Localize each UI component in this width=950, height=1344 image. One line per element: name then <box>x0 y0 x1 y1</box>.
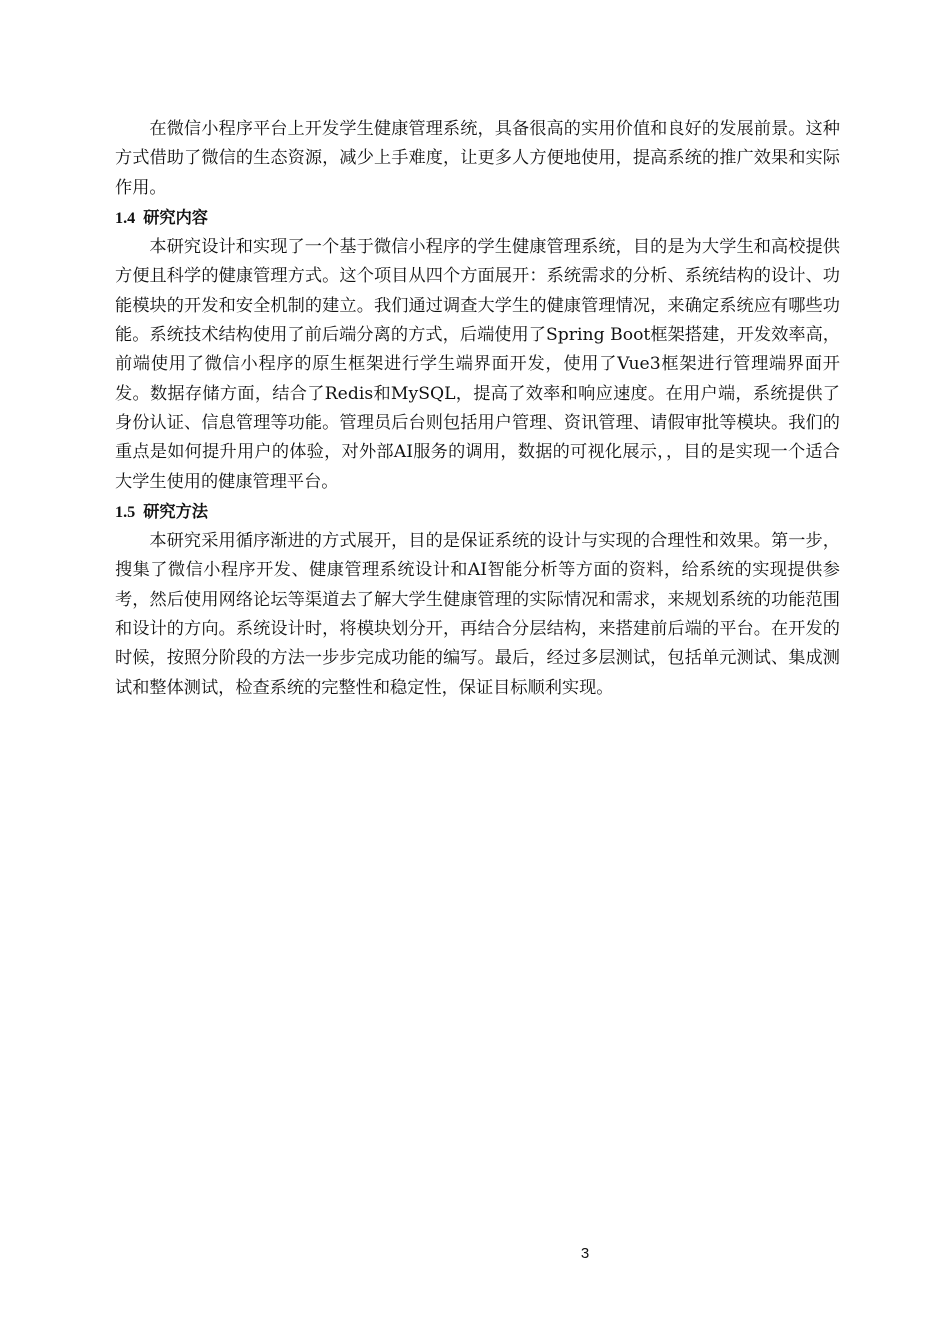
research-content-paragraph: 本研究设计和实现了一个基于微信小程序的学生健康管理系统，目的是为大学生和高校提供方便且科学的健康管理方式。这个项目从四个方面展开：系统需求的分析、系统结构的设计、功能模块的开发和安全机制的建立。我们通过调查大学生的健康管理情况，来确定系统应有哪些功能。系统技术结构使用了前后端分离的方式，后端使用了Spring Boot框架搭建，开发效率高，前端使用了微信小程序的原生框架进行学生端界面开发，使用了Vue3框架进行管理端界面开发。数据存储方面，结合了Redis和MySQL，提高了效率和响应速度。在用户端，系统提供了身份认证、信息管理等功能。管理员后台则包括用户管理、资讯管理、请假审批等模块。我们的重点是如何提升用户的体验，对外部AI服务的调用，数据的可视化展示，，目的是实现一个适合大学生使用的健康管理平台。 <box>115 237 840 492</box>
section-heading-1-4 <box>115 203 840 233</box>
page-number: 3 <box>580 1245 590 1262</box>
section-title-1-4: 研究内容 <box>143 207 208 227</box>
page-content <box>115 115 840 703</box>
section-number-1-5: 1.5 <box>115 502 136 521</box>
section-number-1-4: 1.4 <box>115 208 136 227</box>
section-heading-1-5 <box>115 497 840 527</box>
intro-paragraph: 在微信小程序平台上开发学生健康管理系统，具备很高的实用价值和良好的发展前景。这种方式借助了微信的生态资源，减少上手难度，让更多人方便地使用，提高系统的推广效果和实际作用。 <box>115 119 840 198</box>
section-title-1-5: 研究方法 <box>143 501 208 521</box>
research-method-paragraph: 本研究采用循序渐进的方式展开，目的是保证系统的设计与实现的合理性和效果。第一步，搜集了微信小程序开发、健康管理系统设计和AI智能分析等方面的资料，给系统的实现提供参考，然后使用网络论坛等渠道去了解大学生健康管理的实际情况和需求，来规划系统的功能范围和设计的方向。系统设计时，将模块划分开，再结合分层结构，来搭建前后端的平台。在开发的时候，按照分阶段的方法一步步完成功能的编写。最后，经过多层测试，包括单元测试、集成测试和整体测试，检查系统的完整性和稳定性，保证目标顺利实现。 <box>115 531 840 698</box>
